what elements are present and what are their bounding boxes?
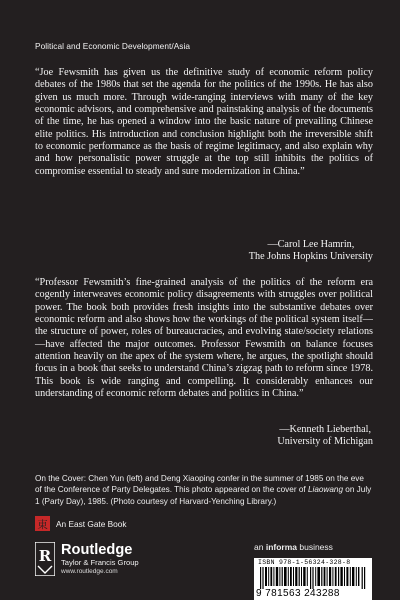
routledge-publisher-logo (35, 542, 139, 576)
east-gate-logo-icon (35, 516, 50, 531)
periodical-name: Liaowang (307, 485, 344, 495)
blurb-hamrin-author: —Carol Lee Hamrin, (267, 239, 355, 250)
routledge-url: www.routledge.com (61, 568, 118, 575)
isbn-number: ISBN 978-1-56324-328-8 (258, 559, 351, 566)
cover-photo-credit: On the Cover: Chen Yun (left) and Deng Xiaoping confer in the summer of 1985 on the eve of the Conference of Party Delegates. This photo appeared on the cover of Liaowang on July 1 (Party Day), 1985. (Photo courtesy of Harvard-Yenching Library.) (35, 474, 372, 506)
blurb-hamrin-attribution (249, 239, 373, 264)
routledge-logo-icon (35, 542, 55, 576)
blurb-lieberthal-affiliation: University of Michigan (277, 436, 373, 448)
informa-business-line: an informa business (254, 542, 333, 552)
routledge-group: Taylor & Francis Group (61, 558, 139, 567)
east-gate-imprint (35, 516, 127, 531)
ean-number: 9 781563 243288 (256, 588, 340, 599)
routledge-name: Routledge (61, 542, 133, 558)
blurb-hamrin: “Joe Fewsmith has given us the definitive study of economic reform policy debates of the 1980s that set the agenda for the politics of the 1990s. He has also given us much more. Through wide-ranging interviews with many of the key economic advisors, and comprehensive and painstaking analysis of the documents of the time, he has opened a window into the basic nature of prevailing Chinese elite politics. His introduction and conclusion highlight both the irreversible shift to economic performance as the basis of regime legitimacy, and also explain why and how personalistic power struggle at the top still inhibits the politics of compromise essential to steady and sure modernization in China.” (35, 67, 373, 177)
svg-text:東: 東 (37, 518, 48, 531)
series-label: Political and Economic Development/Asia (35, 41, 191, 51)
blurb-lieberthal: “Professor Fewsmith’s fine-grained analysis of the politics of the reform era cogently interweaves economic policy disagreements with struggles over political power. The book both provides fresh insights into the substantive debates over economic reform and also shows how the workings of the political system itself—the structure of power, roles of bureaucracies, and evolving state/society relations—have affected the major outcomes. Professor Fewsmith on balance focuses attention heavily on the apex of the system where, he argues, the spotlight should focus in a book that seeks to understand China’s zigzag path to reform since 1978. This book is wide ranging and compelling. It considerably enhances our understanding of economic reform debates and politics in China.” (35, 277, 373, 400)
barcode-bars (260, 567, 366, 589)
blurb-hamrin-affiliation: The Johns Hopkins University (248, 251, 373, 263)
isbn-barcode (254, 558, 372, 600)
blurb-lieberthal-author: —Kenneth Lieberthal, (279, 424, 371, 435)
east-gate-label: An East Gate Book (56, 518, 127, 529)
svg-text:R: R (38, 547, 52, 565)
east-gate-seal (35, 516, 50, 531)
blurb-lieberthal-attribution (277, 424, 373, 449)
